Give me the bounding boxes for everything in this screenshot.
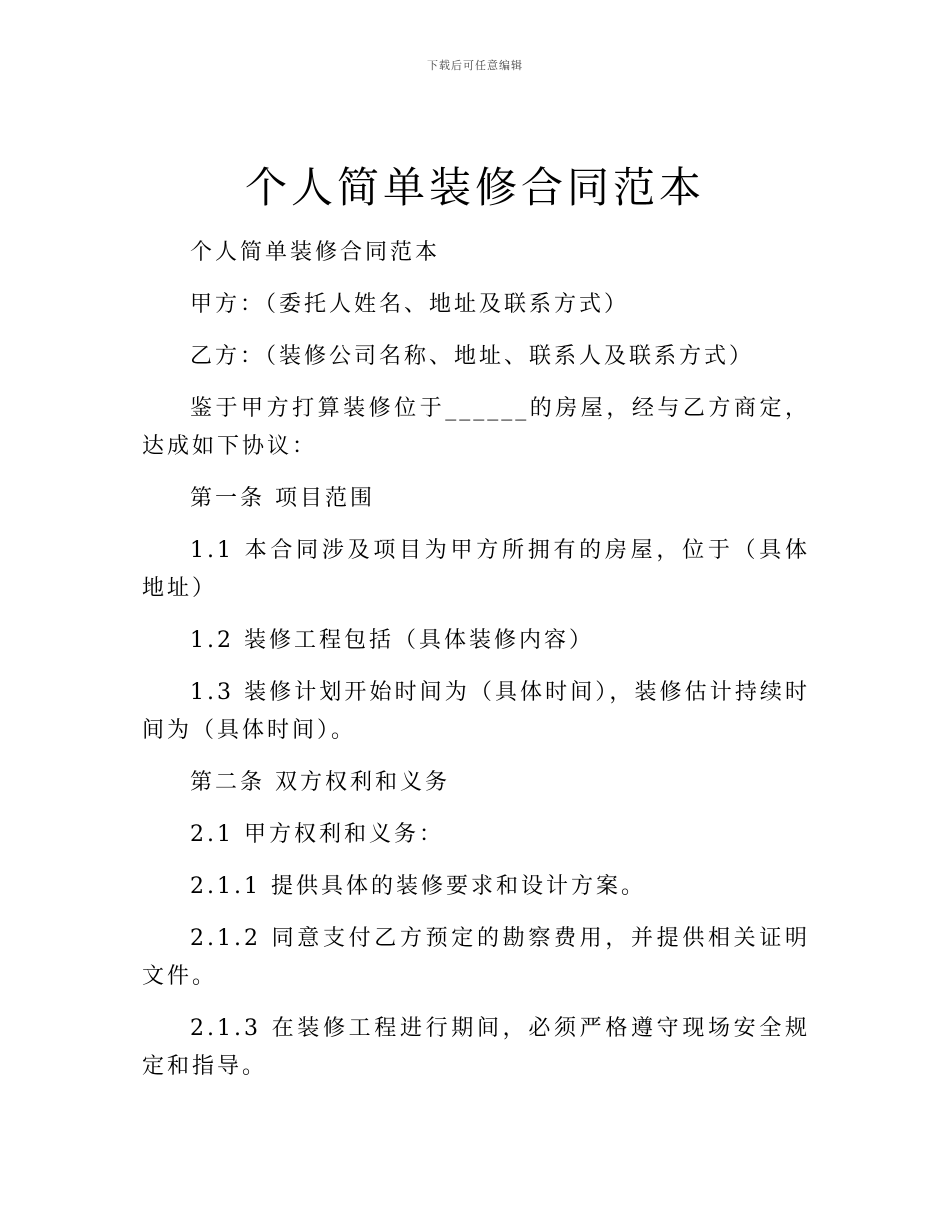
- paragraph-party-a: 甲方：（委托人姓名、地址及联系方式）: [190, 292, 630, 317]
- document-body: [142, 234, 810, 1100]
- clause-1-3: 1.3 装修计划开始时间为（具体时间），装修估计持续时间为（具体时间）。: [142, 680, 810, 743]
- paragraph-preamble: 鉴于甲方打算装修位于______的房屋，经与乙方商定，达成如下协议：: [142, 396, 810, 459]
- clause-2-1-2: 2.1.2 同意支付乙方预定的勘察费用，并提供相关证明文件。: [142, 926, 810, 989]
- paragraph-subtitle: 个人简单装修合同范本: [190, 240, 441, 265]
- clause-2-1-3: 2.1.3 在装修工程进行期间，必须严格遵守现场安全规定和指导。: [142, 1016, 810, 1079]
- header-note: 下载后可任意编辑: [427, 59, 523, 72]
- article-2-heading: 第二条 双方权利和义务: [190, 770, 450, 795]
- clause-2-1: 2.1 甲方权利和义务：: [190, 822, 444, 847]
- paragraph-party-b: 乙方：（装修公司名称、地址、联系人及联系方式）: [190, 344, 755, 369]
- document-title: 个人简单装修合同范本: [244, 163, 705, 212]
- clause-1-2: 1.2 装修工程包括（具体装修内容）: [190, 628, 594, 653]
- clause-2-1-1: 2.1.1 提供具体的装修要求和设计方案。: [190, 874, 646, 899]
- clause-1-1: 1.1 本合同涉及项目为甲方所拥有的房屋，位于（具体地址）: [142, 538, 810, 601]
- article-1-heading: 第一条 项目范围: [190, 486, 375, 511]
